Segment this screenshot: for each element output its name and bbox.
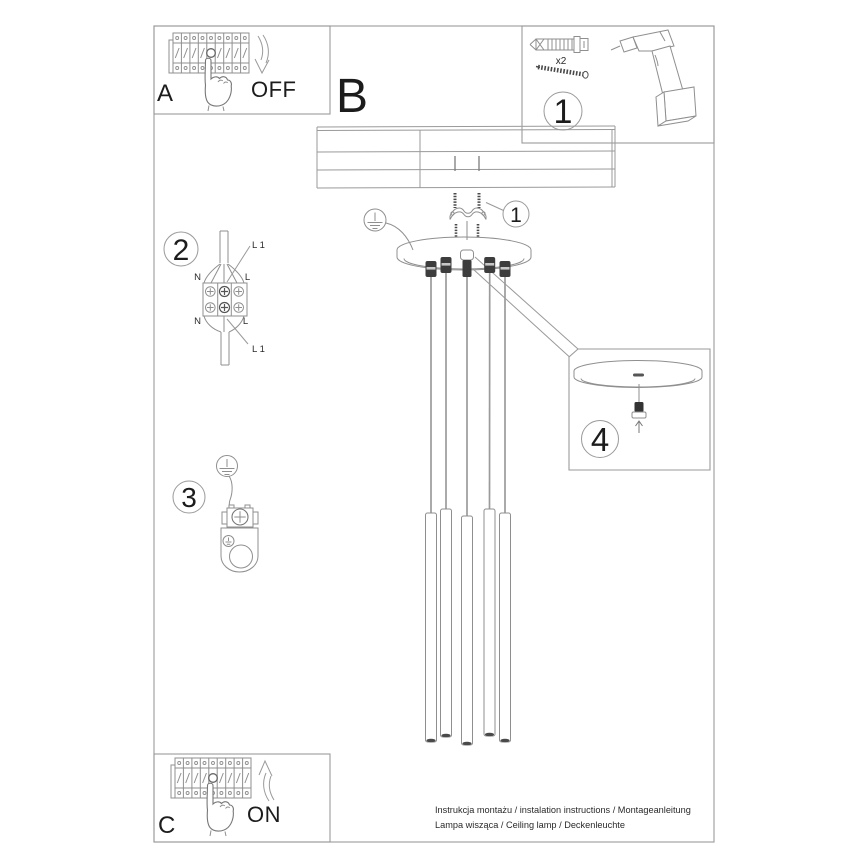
mounting-assembly (450, 156, 529, 240)
gland-center-icon (461, 250, 474, 277)
wall-plug-icon (530, 37, 588, 53)
suspension-cables (431, 271, 505, 519)
screw-icon (536, 67, 588, 79)
step-3-number: 3 (181, 482, 197, 513)
earth-clamp-icon (222, 505, 258, 527)
mounting-bracket-icon (450, 208, 486, 219)
ground-symbol-icon (217, 456, 238, 508)
footer-line-1: Instrukcja montażu / instalation instructions / Montageanleitung (435, 805, 691, 815)
step-2-number: 2 (172, 234, 190, 267)
on-label: ON (247, 802, 281, 827)
step-1-number: 1 (553, 93, 573, 131)
canopy-detail-disc (574, 361, 702, 388)
label-l-bottom: L (242, 316, 249, 327)
panel-1-tools (522, 26, 714, 143)
label-n-bottom: N (194, 316, 201, 327)
gland-icon (484, 257, 495, 273)
anchor-qty-label: x2 (555, 56, 567, 67)
bracket-section-icon (221, 528, 258, 572)
gland-icon (500, 261, 511, 277)
section-label-a: A (157, 80, 174, 107)
terminal-block (203, 283, 247, 316)
step-4-number: 4 (590, 421, 610, 458)
off-label: OFF (251, 77, 297, 102)
cable-glands (426, 250, 511, 277)
label-l-top: L (244, 272, 251, 283)
label-l1-top: L 1 (252, 240, 265, 251)
footer (435, 805, 691, 830)
panel-4-canopy-detail (569, 349, 710, 470)
fuse-box-icon (171, 758, 251, 836)
arrow-up-small-icon (636, 421, 643, 433)
wiring-diagram (164, 231, 265, 365)
tube (462, 516, 473, 745)
arrow-up-icon (259, 761, 274, 801)
drill-icon (611, 30, 696, 126)
footer-line-2: Lampa wisząca / Ceiling lamp / Deckenleuchte (435, 820, 625, 830)
strain-relief-icon (632, 402, 646, 418)
tube (500, 513, 511, 742)
gland-icon (426, 261, 437, 277)
tube (441, 509, 452, 737)
panel-a-switch-off (154, 26, 330, 114)
mount-step-number: 1 (510, 204, 522, 227)
ceiling-planks (317, 126, 615, 188)
tube (426, 513, 437, 742)
label-l1-bottom: L 1 (252, 344, 265, 355)
earth-connection (173, 456, 258, 573)
fuse-box-icon (169, 33, 249, 111)
panel-c-switch-on (154, 754, 330, 842)
section-label-b: B (336, 70, 369, 123)
gland-icon (441, 257, 452, 273)
section-label-c: C (158, 812, 176, 839)
callout-leader-bottom (473, 269, 569, 357)
arrow-down-icon (255, 35, 269, 73)
tube (484, 509, 495, 736)
label-n-top: N (194, 272, 201, 283)
pendant-tubes (426, 509, 511, 745)
